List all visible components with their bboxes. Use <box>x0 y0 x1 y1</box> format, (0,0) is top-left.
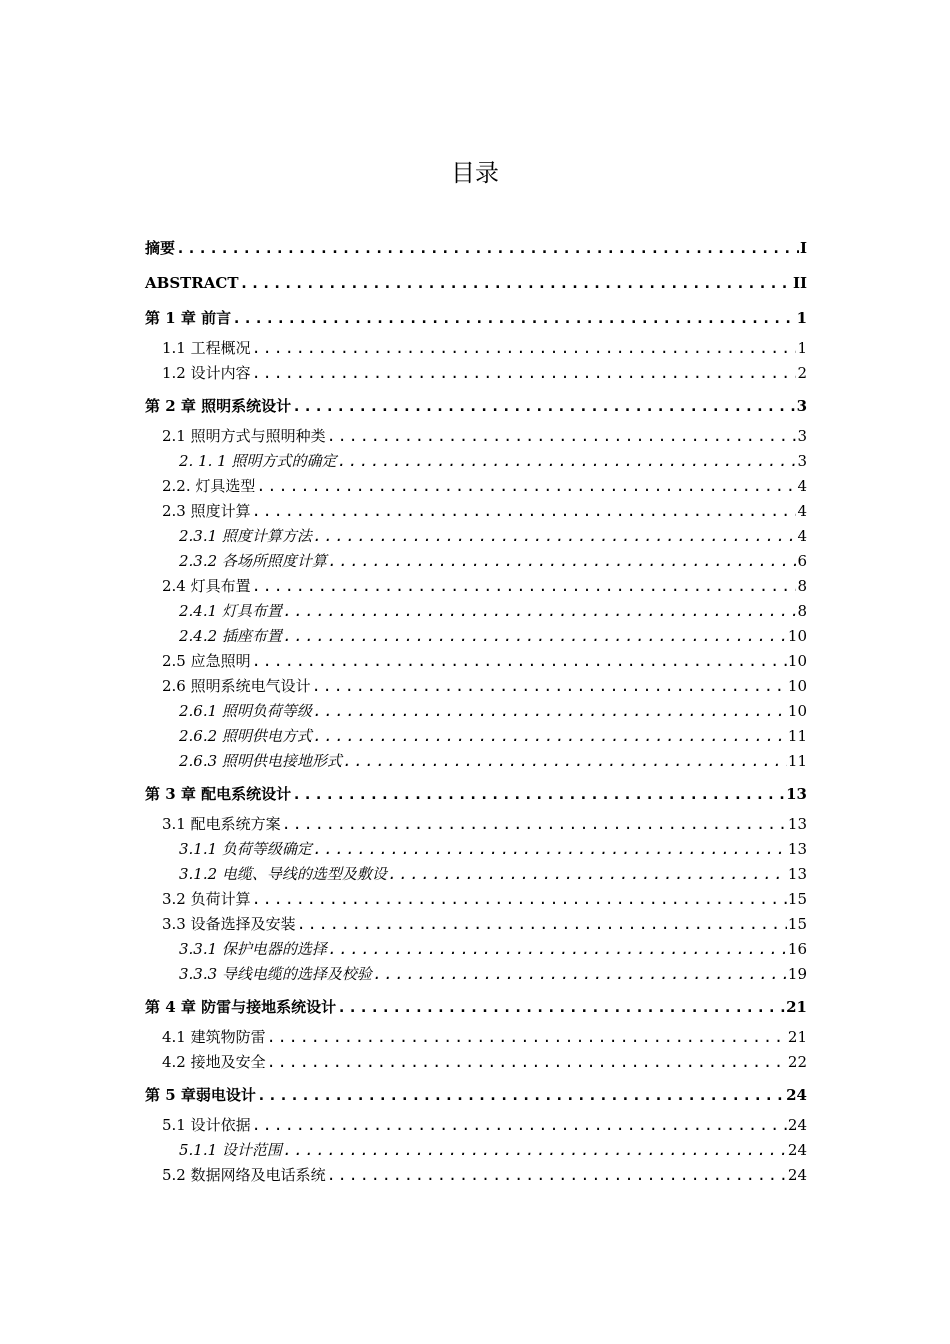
toc-entry-label: 3.3.1 保护电器的选择 <box>179 939 327 958</box>
toc-entry-page: I <box>799 238 807 257</box>
toc-entry-page: 16 <box>787 939 807 958</box>
toc-entry[interactable] <box>145 300 807 335</box>
toc-entry-label: 2.2. 灯具选型 <box>162 476 256 495</box>
toc-entry-page: 24 <box>787 1115 807 1134</box>
toc-entry-page: 3 <box>796 396 807 415</box>
toc-leader-dots <box>328 552 797 570</box>
toc-leader-dots <box>257 1086 785 1104</box>
toc-entry-label: 3.2 负荷计算 <box>162 889 251 908</box>
toc-leader-dots <box>328 940 787 958</box>
toc-entry[interactable] <box>145 1112 807 1137</box>
toc-entry[interactable] <box>145 360 807 385</box>
toc-leader-dots <box>252 364 797 382</box>
toc-leader-dots <box>267 1028 787 1046</box>
toc-entry-page: 8 <box>797 576 807 595</box>
toc-leader-dots <box>373 965 787 983</box>
toc-entry-label: 2.6.2 照明供电方式 <box>179 726 312 745</box>
toc-entry-label: 2.6.1 照明负荷等级 <box>179 701 312 720</box>
toc-leader-dots <box>252 339 797 357</box>
table-of-contents <box>145 230 807 1187</box>
toc-entry-label: 3.1.2 电缆、导线的选型及敷设 <box>179 864 387 883</box>
toc-leader-dots <box>327 427 797 445</box>
toc-entry-label: 第 2 章 照明系统设计 <box>145 396 292 415</box>
toc-leader-dots <box>252 577 797 595</box>
toc-entry-page: 10 <box>787 626 807 645</box>
toc-entry-label: 5.1 设计依据 <box>162 1115 251 1134</box>
toc-entry[interactable] <box>145 648 807 673</box>
toc-entry-label: 2.4.1 灯具布置 <box>179 601 282 620</box>
toc-entry[interactable] <box>145 836 807 861</box>
toc-leader-dots <box>256 477 796 495</box>
toc-entry-label: 2.3.2 各场所照度计算 <box>179 551 327 570</box>
toc-entry-label: 5.2 数据网络及电话系统 <box>162 1165 326 1184</box>
toc-entry-label: 第 4 章 防雷与接地系统设计 <box>145 997 337 1016</box>
toc-leader-dots <box>283 1141 787 1159</box>
toc-entry-label: ABSTRACT <box>145 273 239 292</box>
toc-entry-page: 13 <box>787 839 807 858</box>
toc-leader-dots <box>297 915 787 933</box>
toc-entry-label: 2.4 灯具布置 <box>162 576 251 595</box>
toc-entry[interactable] <box>145 1077 807 1112</box>
toc-entry-page: 10 <box>787 676 807 695</box>
toc-leader-dots <box>252 1116 787 1134</box>
toc-entry-page: 4 <box>797 501 807 520</box>
toc-leader-dots <box>283 602 797 620</box>
toc-entry-page: 11 <box>787 726 807 745</box>
toc-entry[interactable] <box>145 1024 807 1049</box>
toc-entry-page: 24 <box>787 1165 807 1184</box>
page-title: 目录 <box>451 159 499 187</box>
toc-leader-dots <box>388 865 787 883</box>
toc-leader-dots <box>176 239 799 257</box>
toc-entry-page: 13 <box>787 864 807 883</box>
toc-entry-label: 2.5 应急照明 <box>162 651 251 670</box>
toc-leader-dots <box>313 840 787 858</box>
toc-entry[interactable] <box>145 673 807 698</box>
toc-entry[interactable] <box>145 989 807 1024</box>
toc-entry-label: 2.3 照度计算 <box>162 501 251 520</box>
toc-leader-dots <box>252 502 797 520</box>
toc-entry[interactable] <box>145 265 807 300</box>
toc-leader-dots <box>313 527 797 545</box>
toc-entry-page: 11 <box>787 751 807 770</box>
toc-entry-label: 4.2 接地及安全 <box>162 1052 266 1071</box>
toc-entry-label: 1.2 设计内容 <box>162 363 251 382</box>
toc-entry-label: 4.1 建筑物防雷 <box>162 1027 266 1046</box>
toc-leader-dots <box>292 785 785 803</box>
toc-entry-page: 15 <box>787 914 807 933</box>
toc-entry[interactable] <box>145 448 807 473</box>
toc-entry-page: 3 <box>797 451 807 470</box>
toc-entry[interactable] <box>145 335 807 360</box>
toc-leader-dots <box>313 727 787 745</box>
toc-entry-label: 2.3.1 照度计算方法 <box>179 526 312 545</box>
toc-entry[interactable] <box>145 1162 807 1187</box>
toc-entry[interactable] <box>145 230 807 265</box>
toc-entry-label: 3.1 配电系统方案 <box>162 814 281 833</box>
toc-entry-label: 第 1 章 前言 <box>145 308 232 327</box>
toc-entry-label: 3.1.1 负荷等级确定 <box>179 839 312 858</box>
toc-entry-page: 6 <box>797 551 807 570</box>
toc-entry-page: 15 <box>787 889 807 908</box>
toc-leader-dots <box>312 677 787 695</box>
toc-entry-page: 22 <box>787 1052 807 1071</box>
toc-entry-label: 第 3 章 配电系统设计 <box>145 784 292 803</box>
toc-leader-dots <box>327 1166 787 1184</box>
toc-entry-page: 10 <box>787 651 807 670</box>
toc-leader-dots <box>267 1053 787 1071</box>
toc-entry[interactable] <box>145 388 807 423</box>
toc-entry[interactable] <box>145 723 807 748</box>
toc-entry-page: 21 <box>786 997 807 1016</box>
toc-entry[interactable] <box>145 861 807 886</box>
toc-entry-page: 24 <box>787 1140 807 1159</box>
toc-entry-page: 13 <box>787 814 807 833</box>
toc-entry[interactable] <box>145 623 807 648</box>
toc-entry-label: 2.6 照明系统电气设计 <box>162 676 311 695</box>
toc-entry-page: 8 <box>797 601 807 620</box>
toc-leader-dots <box>283 627 787 645</box>
toc-entry[interactable] <box>145 776 807 811</box>
toc-entry-label: 1.1 工程概况 <box>162 338 251 357</box>
toc-entry[interactable] <box>145 423 807 448</box>
toc-entry-label: 5.1.1 设计范围 <box>179 1140 282 1159</box>
toc-entry-label: 2. 1. 1 照明方式的确定 <box>179 451 337 470</box>
toc-entry-page: 2 <box>797 363 807 382</box>
toc-entry-page: 3 <box>797 426 807 445</box>
toc-entry-page: 21 <box>787 1027 807 1046</box>
toc-leader-dots <box>337 452 796 470</box>
toc-leader-dots <box>252 890 787 908</box>
toc-entry[interactable] <box>145 523 807 548</box>
toc-leader-dots <box>337 998 785 1016</box>
toc-entry-label: 第 5 章弱电设计 <box>145 1085 256 1104</box>
toc-entry-label: 2.6.3 照明供电接地形式 <box>179 751 342 770</box>
toc-entry-page: 24 <box>786 1085 807 1104</box>
toc-entry[interactable] <box>145 548 807 573</box>
toc-entry-label: 摘要 <box>145 238 176 257</box>
toc-entry-label: 3.3 设备选择及安装 <box>162 914 296 933</box>
toc-leader-dots <box>240 274 792 292</box>
toc-entry-label: 2.1 照明方式与照明种类 <box>162 426 326 445</box>
toc-entry[interactable] <box>145 811 807 836</box>
toc-entry[interactable] <box>145 573 807 598</box>
toc-entry[interactable] <box>145 1137 807 1162</box>
toc-leader-dots <box>282 815 787 833</box>
toc-entry-label: 3.3.3 导线电缆的选择及校验 <box>179 964 372 983</box>
toc-entry[interactable] <box>145 498 807 523</box>
toc-entry[interactable] <box>145 698 807 723</box>
toc-entry-page: 4 <box>797 476 807 495</box>
toc-entry[interactable] <box>145 936 807 961</box>
toc-entry[interactable] <box>145 748 807 773</box>
toc-entry[interactable] <box>145 598 807 623</box>
toc-entry-label: 2.4.2 插座布置 <box>179 626 282 645</box>
toc-entry[interactable] <box>145 911 807 936</box>
toc-entry-page: 19 <box>787 964 807 983</box>
toc-entry-page: 13 <box>786 784 807 803</box>
toc-leader-dots <box>343 752 787 770</box>
toc-entry[interactable] <box>145 886 807 911</box>
toc-entry[interactable] <box>145 961 807 986</box>
toc-entry[interactable] <box>145 1049 807 1074</box>
toc-entry-page: 10 <box>787 701 807 720</box>
toc-entry[interactable] <box>145 473 807 498</box>
toc-entry-page: 1 <box>797 338 807 357</box>
toc-leader-dots <box>252 652 787 670</box>
toc-leader-dots <box>232 309 795 327</box>
toc-entry-page: II <box>792 273 807 292</box>
toc-leader-dots <box>292 397 795 415</box>
toc-entry-page: 4 <box>797 526 807 545</box>
toc-leader-dots <box>313 702 787 720</box>
toc-entry-page: 1 <box>796 308 807 327</box>
